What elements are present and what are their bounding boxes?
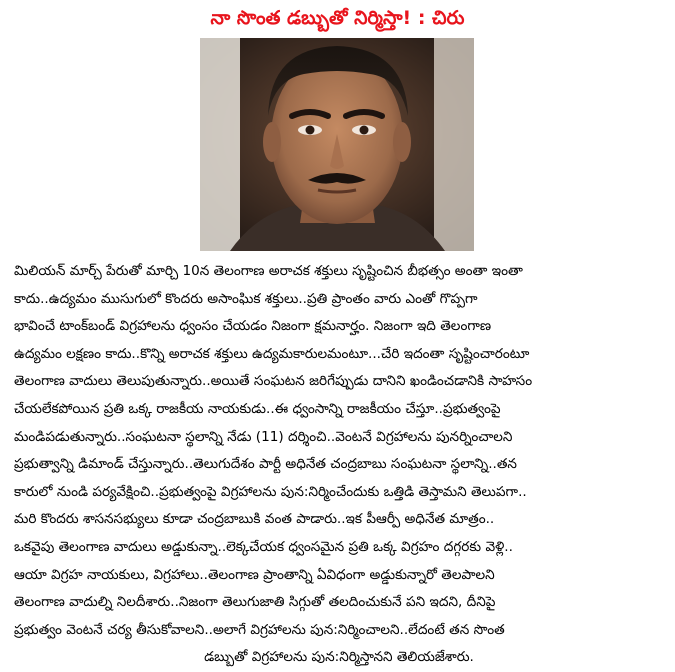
article-line: ప్రభుత్వాన్ని డిమాండ్ చేస్తున్నారు..తెలుగుదేశం పార్టీ అధినేత చంద్రబాబు సంఘటనా స్థలాన్ని..తన bbox=[14, 456, 517, 473]
portrait-photo bbox=[200, 38, 474, 251]
article-line: డబ్బుతో విగ్రహాలను పున:నిర్మిస్తానని తెలియజేశారు. bbox=[204, 649, 474, 666]
headline: నా సొంత డబ్బుతో నిర్మిస్తా! : చిరు bbox=[210, 7, 465, 29]
article-line: భావించే టాంక్‌బండ్ విగ్రహాలను ధ్వంసం చేయడం నిజంగా క్షమనార్హం. నిజంగా ఇది తెలంగాణ bbox=[14, 318, 492, 335]
article-line: ఆయా విగ్రహ నాయకులు, విగ్రహాలు..తెలంగాణ ప్రాంతాన్ని ఏవిధంగా అడ్డుకున్నారో తెలపాలని bbox=[14, 566, 495, 583]
article-line: ప్రభుత్వం వెంటనే చర్య తీసుకోవాలని..అలాగే విగ్రహాలను పున:నిర్మించాలని..లేదంటే తన సొంత bbox=[14, 621, 505, 638]
article-line: మరి కొందరు శాసనసభ్యులు కూడా చంద్రబాబుకి వంత పాడారు..ఇక పీఆర్పీ అధినేత మాత్రం.. bbox=[14, 511, 495, 528]
article-line: కారులో నుండి పర్యవేక్షించి..ప్రభుత్వంపై విగ్రహాలను పున:నిర్మించేందుకు ఒత్తిడి తెస్తామని తెలుపగా.. bbox=[14, 483, 527, 500]
article-line: మిలియన్ మార్చ్ పేరుతో మార్చి 10న తెలంగాణ అరాచక శక్తులు సృష్టించిన బీభత్సం అంతా ఇంతా bbox=[14, 263, 523, 279]
article-line: మండిపడుతున్నారు..సంఘటనా స్థలాన్ని నేడు (11) దర్శించి..వెంటనే విగ్రహాలను పునర్నించాలని bbox=[14, 428, 513, 445]
article-line: ఉద్యమం లక్షణం కాదు..కొన్ని అరాచక శక్తులు ఉద్యమకారులమంటూ...చేరి ఇదంతా సృష్టించారంటూ bbox=[14, 345, 530, 362]
article-body bbox=[14, 258, 664, 672]
article-line: ఒకవైపు తెలంగాణ వాదులు అడ్డుకున్నా..లెక్కచేయక ధ్వంసమైన ప్రతి ఒక్క విగ్రహం దగ్గరకు వెళ్లి.. bbox=[14, 538, 513, 555]
article-line: చేయలేకపోయిన ప్రతి ఒక్క రాజకీయ నాయకుడు..ఈ ధ్వంసాన్ని రాజకీయం చేస్తూ..ప్రభుత్వంపై bbox=[14, 400, 501, 417]
article-line: తెలంగాణ వాదులు తెలుపుతున్నారు..అయితే సంఘటన జరిగేప్పుడు దానిని ఖండించడానికి సాహసం bbox=[14, 373, 533, 390]
article-line: తెలంగాణ వాదుల్ని నిలదీశారు..నిజంగా తెలుగుజాతి సిగ్గుతో తలదించుకునే పని ఇదని, దీనిపై bbox=[14, 594, 496, 611]
article-line: కాదు..ఉద్యమం ముసుగులో కొందరు అసాంఘిక శక్తులు..ప్రతి ప్రాంతం వారు ఎంతో గొప్పగా bbox=[14, 290, 478, 307]
